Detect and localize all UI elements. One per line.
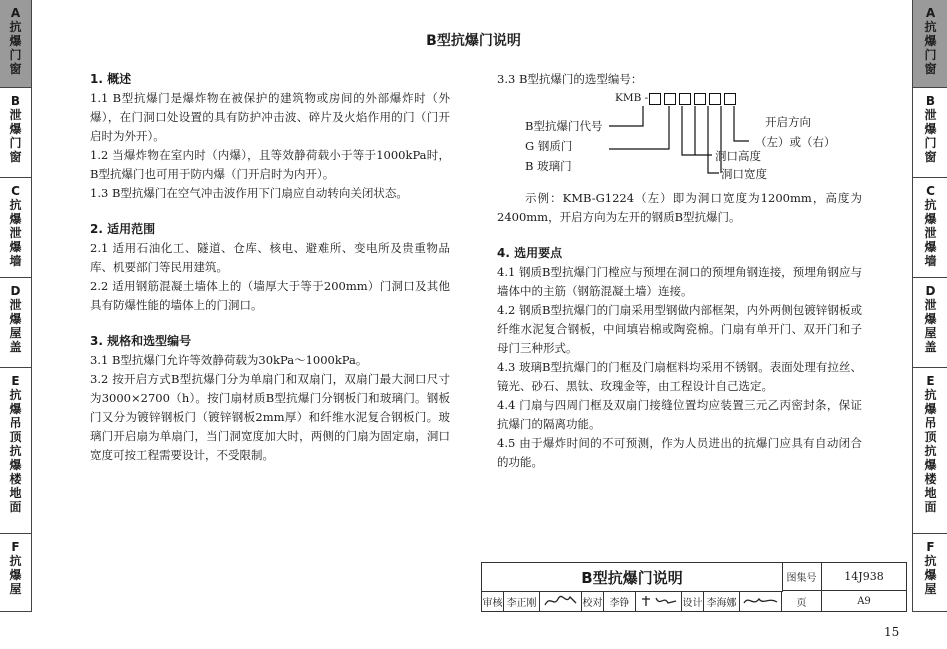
tab-char: 爆	[924, 458, 937, 472]
right-tab-b[interactable]	[913, 88, 947, 178]
tab-char: 窗	[9, 150, 22, 164]
left-tab-c[interactable]	[0, 178, 31, 278]
tab-char: 爆	[9, 240, 22, 254]
section-3-heading: 3. 规格和选型编号	[90, 334, 192, 348]
tab-char: 盖	[9, 340, 22, 354]
tab-char: 爆	[924, 568, 937, 582]
tab-char: 抗	[9, 444, 22, 458]
left-category-tabs	[0, 0, 32, 612]
tab-char: 泄	[924, 108, 937, 122]
tab-char: 爆	[9, 402, 22, 416]
label-open-direction: 开启方向	[765, 115, 811, 129]
example-text: 示例：KMB-G1224（左）即为洞口宽度为1200mm，高度为2400mm，开启方向为左开的钢质B型抗爆门。	[497, 191, 862, 224]
tab-char: 爆	[9, 122, 22, 136]
tab-char: 爆	[9, 568, 22, 582]
tab-char: 墙	[924, 254, 937, 268]
tab-char: 抗	[9, 20, 22, 34]
section-2-heading: 2. 适用范围	[90, 222, 156, 236]
tab-char: 屋	[9, 582, 22, 596]
para-1-2: 1.2 当爆炸物在室内时（内爆），且等效静荷载小于等于1000kPa时，B型抗爆门也可用于防内爆（门开启时为内开）。	[90, 148, 450, 181]
tab-char: 抗	[924, 20, 937, 34]
tab-char: 地	[9, 486, 22, 500]
tab-letter: D	[10, 284, 21, 298]
tab-char: 顶	[924, 430, 937, 444]
tab-char: 爆	[924, 240, 937, 254]
tab-letter: B	[10, 94, 21, 108]
page-label: 页	[782, 591, 822, 611]
review-label: 审核	[482, 591, 504, 611]
left-tab-e[interactable]	[0, 368, 31, 534]
para-4-5: 4.5 由于爆炸时间的不可预测，作为人员进出的抗爆门应具有自动闭合的功能。	[497, 436, 862, 469]
atlas-no: 14J938	[822, 563, 906, 591]
tab-char: 地	[924, 486, 937, 500]
tab-char: 楼	[924, 472, 937, 486]
para-4-2: 4.2 钢质B型抗爆门的门扇采用型钢做内部框架，内外两侧包镀锌钢板或纤维水泥复合钢板，中间填岩棉或陶瓷棉。门扇有单开门、双开门和子母门三种形式。	[497, 303, 862, 355]
tab-letter: C	[11, 184, 20, 198]
right-column	[497, 70, 862, 472]
left-tab-d[interactable]	[0, 278, 31, 368]
tab-char: 抗	[924, 198, 937, 212]
left-column	[90, 70, 450, 465]
tab-char: 抗	[9, 198, 22, 212]
tab-char: 楼	[9, 472, 22, 486]
right-category-tabs	[912, 0, 947, 612]
tab-char: 抗	[924, 554, 937, 568]
tab-letter: F	[926, 540, 935, 554]
tab-char: 爆	[9, 458, 22, 472]
label-glass-door: B 玻璃门	[525, 159, 572, 173]
tab-char: 门	[924, 136, 937, 150]
tab-char: 窗	[924, 150, 937, 164]
tab-char: 屋	[924, 582, 937, 596]
tab-letter: F	[11, 540, 20, 554]
tab-char: 屋	[924, 326, 937, 340]
label-opening-height: 洞口高度	[715, 149, 761, 163]
para-3-2: 3.2 按开启方式B型抗爆门分为单扇门和双扇门，双扇门最大洞口尺寸为3000×2700（h）。按门扇材质B型抗爆门分钢板门和玻璃门。钢板门又分为镀锌钢板门（镀锌钢板2mm厚）和纤维水泥复合钢板门。玻璃门开启扇为单扇门，当门洞宽度加大时，两侧的门扇为固定扇，洞口宽度可按工程需要设计，不受限制。	[90, 372, 450, 462]
tab-char: 泄	[924, 298, 937, 312]
page-title: B型抗爆门说明	[426, 33, 521, 49]
tab-char: 面	[9, 500, 22, 514]
label-opening-width: 洞口宽度	[721, 167, 767, 181]
checker-name: 李铮	[604, 591, 636, 611]
tab-letter: B	[925, 94, 936, 108]
para-3-1: 3.1 B型抗爆门允许等效静荷载为30kPa～1000kPa。	[90, 353, 368, 367]
tab-char: 泄	[924, 226, 937, 240]
tab-char: 门	[9, 136, 22, 150]
tab-char: 爆	[9, 212, 22, 226]
checker-signature	[636, 591, 682, 611]
tab-char: 爆	[9, 312, 22, 326]
tab-letter: E	[11, 374, 20, 388]
tab-char: 抗	[924, 444, 937, 458]
tab-char: 泄	[9, 108, 22, 122]
tab-letter: E	[926, 374, 935, 388]
design-label: 设计	[682, 591, 704, 611]
tab-char: 屋	[9, 326, 22, 340]
para-1-1: 1.1 B型抗爆门是爆炸物在被保护的建筑物或房间的外部爆炸时（外爆），在门洞口处设置的具有防护冲击波、碎片及火焰作用的门（门开启时为外开）。	[90, 91, 450, 143]
tab-char: 窗	[9, 62, 22, 76]
reviewer-signature	[540, 591, 582, 611]
tab-char: 爆	[9, 34, 22, 48]
tab-char: 顶	[9, 430, 22, 444]
tab-char: 墙	[9, 254, 22, 268]
section-4-heading: 4. 选用要点	[497, 246, 563, 260]
section-3-3-heading: 3.3 B型抗爆门的选型编号：	[497, 72, 643, 86]
tab-char: 爆	[924, 212, 937, 226]
reviewer-name: 李正刚	[504, 591, 540, 611]
code-prefix: KMB -	[615, 92, 649, 104]
tab-char: 泄	[9, 298, 22, 312]
left-tab-b[interactable]	[0, 88, 31, 178]
tab-char: 抗	[9, 388, 22, 402]
tab-char: 窗	[924, 62, 937, 76]
title-block	[481, 562, 907, 612]
right-tab-d[interactable]	[913, 278, 947, 368]
tab-char: 吊	[9, 416, 22, 430]
model-code-diagram	[497, 89, 862, 189]
check-label: 校对	[582, 591, 604, 611]
label-model-code: B型抗爆门代号	[525, 119, 603, 133]
tab-char: 爆	[924, 122, 937, 136]
tab-char: 吊	[924, 416, 937, 430]
tab-char: 爆	[924, 402, 937, 416]
designer-name: 李海娜	[704, 591, 740, 611]
right-tab-e[interactable]	[913, 368, 947, 534]
right-tab-c[interactable]	[913, 178, 947, 278]
designer-signature	[740, 591, 782, 611]
para-2-2: 2.2 适用钢筋混凝土墙体上的（墙厚大于等于200mm）门洞口及其他具有防爆性能的墙体上的门洞口。	[90, 279, 450, 312]
para-4-4: 4.4 门扇与四周门框及双扇门接缝位置均应装置三元乙丙密封条，保证抗爆门的隔离功能。	[497, 398, 862, 431]
para-2-1: 2.1 适用石油化工、隧道、仓库、核电、避难所、变电所及贵重物品库、机要部门等民用建筑。	[90, 241, 450, 274]
label-steel-door: G 钢质门	[525, 139, 573, 153]
tab-char: 盖	[924, 340, 937, 354]
para-4-1: 4.1 钢质B型抗爆门门樘应与预埋在洞口的预埋角钢连接，预埋角钢应与墙体中的主筋（钢筋混凝土墙）连接。	[497, 265, 862, 298]
tab-letter: C	[926, 184, 935, 198]
tab-char: 面	[924, 500, 937, 514]
section-1-heading: 1. 概述	[90, 72, 132, 86]
atlas-no-label: 图集号	[782, 563, 822, 591]
title-block-title: B型抗爆门说明	[482, 563, 783, 592]
tab-char: 抗	[924, 388, 937, 402]
tab-letter: D	[925, 284, 936, 298]
tab-letter: A	[10, 6, 21, 20]
tab-char: 爆	[924, 34, 937, 48]
tab-letter: A	[925, 6, 936, 20]
tab-char: 爆	[924, 312, 937, 326]
tab-char: 抗	[9, 554, 22, 568]
page-number: 15	[884, 625, 900, 639]
tab-char: 门	[9, 48, 22, 62]
para-1-3: 1.3 B型抗爆门在空气冲击波作用下门扇应自动转向关闭状态。	[90, 186, 408, 200]
left-tab-f[interactable]	[0, 534, 31, 612]
page-code: A9	[857, 595, 871, 607]
right-tab-f[interactable]	[913, 534, 947, 612]
tab-char: 门	[924, 48, 937, 62]
label-left-right: （左）或（右）	[755, 135, 836, 149]
para-4-3: 4.3 玻璃B型抗爆门的门框及门扇框料均采用不锈钢。表面处理有拉丝、镜光、砂石、黑钛、玫瑰金等，由工程设计自己选定。	[497, 360, 862, 393]
tab-char: 泄	[9, 226, 22, 240]
